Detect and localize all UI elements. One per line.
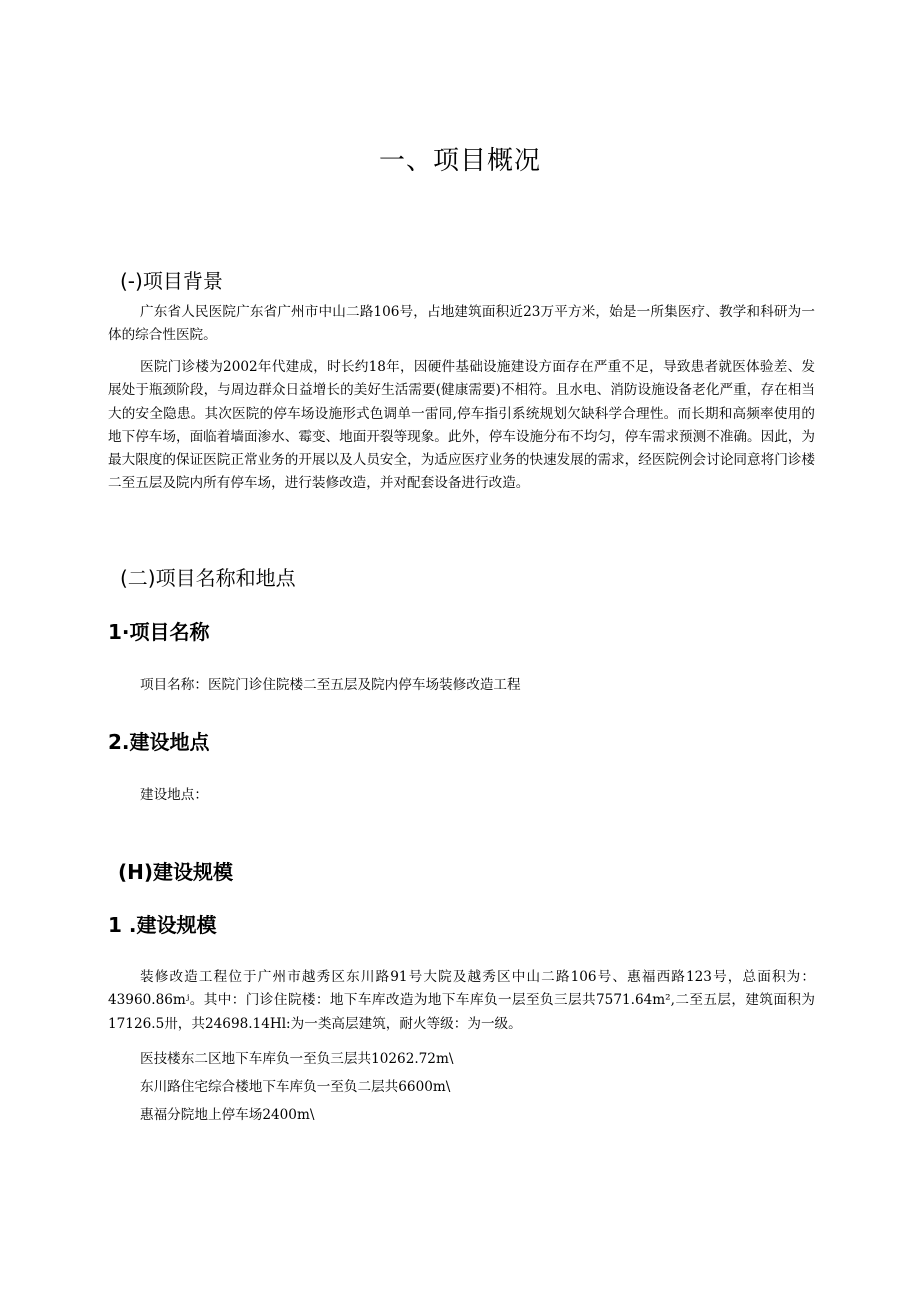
scale-paragraph: 装修改造工程位于广州市越秀区东川路91号大院及越秀区中山二路106号、惠福西路123号，总面积为：43960.86mʲ。其中：门诊住院楼：地下车库改造为地下车库负一层至负三层共7571.64m²,二至五层，建筑面积为17126.5卅，共24698.14Hl:为一类高层建筑，耐火等级：为一级。	[108, 969, 815, 1032]
section-heading-scale: (H)建设规模	[118, 860, 234, 884]
scale-line-2: 东川路住宅综合楼地下车库负一至负二层共6600m\	[140, 1079, 451, 1095]
location-text: 建设地点：	[140, 787, 208, 803]
project-name-text: 项目名称：医院门诊住院楼二至五层及院内停车场装修改造工程	[140, 677, 521, 693]
scale-line-3: 惠福分院地上停车场2400m\	[140, 1107, 315, 1123]
scale-line-1: 医技楼东二区地下车库负一至负三层共10262.72m\	[140, 1051, 454, 1067]
page-title: 一、项目概况	[378, 146, 541, 176]
subheading-scale: 1 .建设规模	[108, 913, 217, 937]
section-heading-name-location: (二)项目名称和地点	[120, 566, 296, 590]
section-heading-background: (-)项目背景	[120, 269, 223, 293]
background-paragraph-2: 医院门诊楼为2002年代建成，时长约18年，因硬件基础设施建设方面存在严重不足，导致患者就医体验差、发展处于瓶颈阶段，与周边群众日益增长的美好生活需要(健康需要)不相符。且水电、消防设施设备老化严重，存在相当大的安全隐患。其次医院的停车场设施形式色调单一雷同,停车指引系统规划欠缺科学合理性。而长期和高频率使用的地下停车场，面临着墙面渗水、霉变、地面开裂等现象。此外，停车设施分布不均匀，停车需求预测不准确。因此，为最大限度的保证医院正常业务的开展以及人员安全，为适应医疗业务的快速发展的需求，经医院例会讨论同意将门诊楼二至五层及院内所有停车场，进行装修改造，并对配套设备进行改造。	[108, 359, 815, 492]
background-paragraph-1: 广东省人民医院广东省广州市中山二路106号，占地建筑面积近23万平方米，始是一所集医疗、教学和科研为一体的综合性医院。	[108, 304, 815, 344]
subheading-location: 2.建设地点	[108, 730, 210, 754]
subheading-project-name: 1·项目名称	[108, 620, 210, 644]
